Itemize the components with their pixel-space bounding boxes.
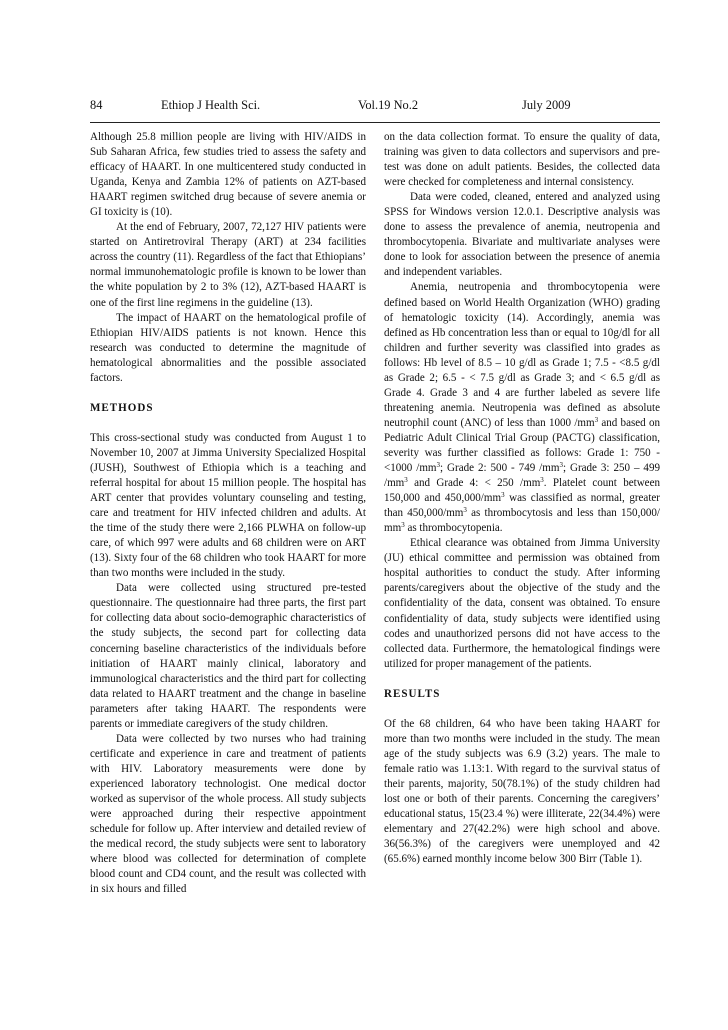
left-column (90, 130, 366, 897)
methods-paragraph-4: on the data collection format. To ensure the quality of data, training was given to data collectors and supervisors and pre-test was done on adult patients. Besides, the collected data were checked for completeness and internal consistency. (384, 131, 660, 189)
running-header (90, 98, 660, 116)
results-paragraph-1: Of the 68 children, 64 who have been taking HAART for more than two months were included in the study. The mean age of the study subjects was 6.9 (3.2) years. The male to female ratio was 1.13:1. With regard to the survival status of their parents, majority, 50(78.1%) of the study children had lost one or both of their parents. Concerning the caregivers’ educational status, 15(23.4 %) were illiterate, 22(34.4%) were elementary and 27(42.2%) were high school and above. 36(56.3%) of the caregivers were unemployed and 42 (65.6%) earned monthly income below 300 Birr (Table 1). (384, 717, 660, 866)
methods-paragraph-3: Data were collected by two nurses who had training certificate and experience in care and treatment of patients with HIV. Laboratory measurements were done by experienced laboratory technologist. One medical doctor worked as supervisor of the whole process. All study subjects were approached during their respective appointment schedule for follow up. After interview and detailed review of the medical record, the study subjects were sent to laboratory where blood was collected for determination of complete blood count and CD4 count, and the result was collected with in six hours and filled (90, 732, 366, 896)
intro-paragraph-3: The impact of HAART on the hematological profile of Ethiopian HIV/AIDS patients is not known. Hence this research was conducted to determine the magnitude of hematological abnormalities and the possible associated factors. (90, 311, 366, 384)
page-number: 84 (90, 98, 103, 112)
definitions-paragraph: Anemia, neutropenia and thrombocytopenia were defined based on World Health Organization (WHO) grading of hematologic toxicity (14). Accordingly, anemia was defined as Hb concentration less than or equal to 10g/dl for all children and further severity was classified into grades as follows: Hb level of 8.5 – 10 g/dl as Grade 1; 7.5 - <8.5 g/dl as Grade 2; 6.5 - < 7.5 g/dl as Grade 3; and < 6.5 g/dl as Grade 4. Grade 3 and 4 are further labeled as severe life threatening anemia. Neutropenia was defined as absolute neutrophil count (ANC) of less than 1000 $/mm^3$ and based on Pediatric Adult Clinical Trial Group (PACTG) classification, severity was further classified as follows: Grade 1: 750 - <1000 $/mm^3$; Grade 2: 500 - 749 $/mm^3$; Grade 3: 250 – 499 $/mm^3$ and Grade 4: < 250 $/mm^3$. Platelet count between 150,000 and $450,000/mm^3$ was classified as normal, greater than $450,000/mm^3$ as thrombocytosis and less than 150,000/ $mm^3$ as thrombocytopenia. (384, 281, 661, 535)
issue-date: July 2009 (522, 98, 571, 112)
methods-paragraph-2: Data were collected using structured pre-tested questionnaire. The questionnaire had three parts, the first part for collecting data about socio-demographic characteristics of the study subjects, the second part for collecting data concerning baseline characteristics of the individuals before initiation of HAART mainly clinical, laboratory and immunological characteristics and the third part for collecting data related to HAART treatment and the change in baseline parameters after taking HAART. The respondents were parents or immediate caregivers of the study children. (90, 582, 366, 730)
page-header-area (90, 98, 660, 116)
ethics-paragraph: Ethical clearance was obtained from Jimma University (JU) ethical committee and permission was obtained from hospital authorities to conduct the study. After informing parents/caregivers about the objective of the study and the confidentiality of the data, consent was obtained. To ensure confidentiality of data, study subjects were identified using codes and unauthorized persons did not have access to the collected data. Furthermore, the hematological findings were utilized for proper management of the patients. (384, 537, 660, 670)
intro-paragraph-2: At the end of February, 2007, 72,127 HIV patients were started on Antiretroviral Therapy (ART) at 234 facilities across the country (11). Regardless of the fact that Ethiopians’ normal immunohematologic profile is known to be lower than the white population by 2 to 3% (12), AZT-based HAART is one of the first line regimens in the guideline (13). (90, 221, 366, 309)
methods-heading: METHODS (90, 401, 154, 414)
intro-paragraph-1: Although 25.8 million people are living with HIV/AIDS in Sub Saharan Africa, few studies tried to assess the safety and efficacy of HAART. In one multicentered study conducted in Uganda, Kenya and Zambia 12% of patients on AZT-based HAART regimen switched drug because of severe anemia or GI toxicity is (10). (90, 131, 366, 219)
volume-issue: Vol.19 No.2 (358, 98, 419, 112)
results-heading: RESULTS (384, 687, 441, 700)
right-column (384, 130, 660, 867)
header-rule (90, 122, 660, 123)
analysis-paragraph: Data were coded, cleaned, entered and analyzed using SPSS for Windows version 12.0.1. Descriptive analysis was done to assess the prevalence of anemia, neutropenia and thrombocytopenia. Bivariate and multivariate analyses were done to look for association between the presence of anemia and independent variables. (384, 191, 660, 279)
methods-paragraph-1: This cross-sectional study was conducted from August 1 to November 10, 2007 at Jimma University Specialized Hospital (JUSH), Southwest of Ethiopia which is a teaching and referral hospital for about 15 million people. The hospital has ART center that provides voluntary counseling and testing, care and treatment for HIV infected children and adults. At the time of the study there were 2,166 PLWHA on follow-up care, of which 997 were adults and 68 children were on ART (13). Sixty four of the 68 children who took HAART for more than two months were included in the study. (90, 431, 366, 580)
journal-name: Ethiop J Health Sci. (161, 98, 261, 112)
